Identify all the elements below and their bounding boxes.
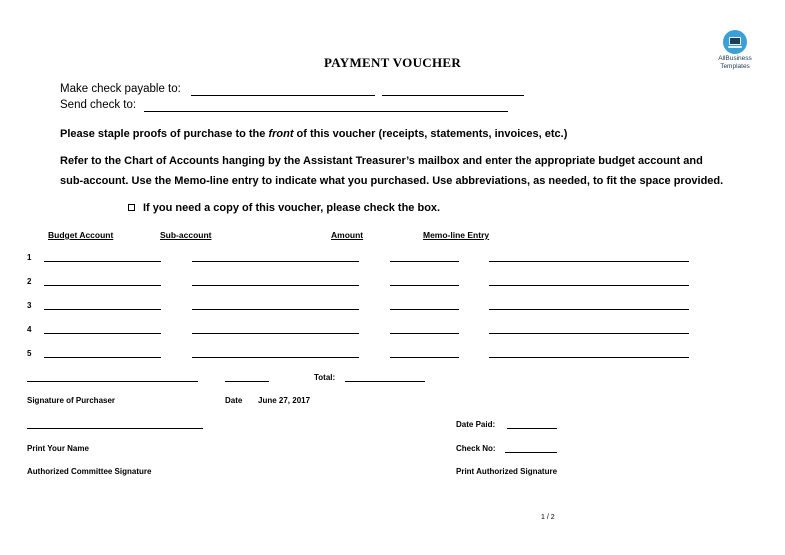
sub-account-field[interactable] [192,261,359,262]
authorized-committee-label: Authorized Committee Signature [27,467,152,476]
page-number: 1 / 2 [541,514,555,521]
copy-checkbox-label: If you need a copy of this voucher, please check the box. [143,202,441,214]
row-number: 5 [27,349,32,358]
budget-account-field[interactable] [44,285,161,286]
staple-text-post: of this voucher (receipts, statements, invoices, etc.) [293,128,568,140]
check-no-field[interactable] [505,452,557,453]
send-field[interactable] [144,111,508,112]
send-label: Send check to: [60,99,137,111]
print-authorized-label: Print Authorized Signature [456,467,558,476]
header-amount: Amount [331,230,364,240]
date-paid-label: Date Paid: [456,420,496,429]
row-number: 1 [27,253,32,262]
print-name-field[interactable] [27,428,203,429]
amount-field[interactable] [390,261,459,262]
budget-account-field[interactable] [44,357,161,358]
amount-field[interactable] [390,309,459,310]
date-label: Date [225,396,243,405]
memo-line-field[interactable] [489,357,689,358]
header-sub-account: Sub-account [160,230,212,240]
sub-account-field[interactable] [192,333,359,334]
purchaser-signature-field[interactable] [27,381,198,382]
signature-purchaser-label: Signature of Purchaser [27,396,116,405]
row-number: 4 [27,325,32,334]
sub-account-field[interactable] [192,357,359,358]
laptop-icon [723,30,747,54]
memo-line-field[interactable] [489,333,689,334]
print-name-label: Print Your Name [27,444,89,453]
sub-account-field[interactable] [192,309,359,310]
payable-label: Make check payable to: [60,83,181,95]
check-no-label: Check No: [456,444,496,453]
logo-text-line2: Templates [720,63,750,70]
date-paid-field[interactable] [507,428,557,429]
logo-text-line1: AllBusiness [718,55,752,62]
row-number: 3 [27,301,32,310]
row-number: 2 [27,277,32,286]
header-memo-line: Memo-line Entry [423,230,490,240]
memo-line-field[interactable] [489,285,689,286]
budget-account-field[interactable] [44,333,161,334]
amount-field[interactable] [390,285,459,286]
header-budget-account: Budget Account [48,230,114,240]
total-field[interactable] [345,381,425,382]
staple-instruction [60,128,567,140]
allbusiness-logo [712,30,758,70]
memo-line-field[interactable] [489,261,689,262]
staple-text-pre: Please staple proofs of purchase to the [60,128,269,140]
total-label: Total: [314,373,336,382]
sub-account-field[interactable] [192,285,359,286]
date-field[interactable] [225,381,269,382]
payable-field-1[interactable] [191,95,375,96]
memo-line-field[interactable] [489,309,689,310]
date-value: June 27, 2017 [258,396,311,405]
refer-instruction-line1: Refer to the Chart of Accounts hanging by the Assistant Treasurer’s mailbox and enter the appropriate budget account and [60,155,703,167]
page-title: PAYMENT VOUCHER [323,55,462,70]
budget-account-field[interactable] [44,261,161,262]
amount-field[interactable] [390,357,459,358]
budget-account-field[interactable] [44,309,161,310]
payable-field-2[interactable] [382,95,524,96]
copy-request [128,202,440,214]
refer-instruction-line2: sub-account. Use the Memo-line entry to indicate what you purchased. Use abbreviations, as needed, to fit the space provided. [60,175,724,187]
amount-field[interactable] [390,333,459,334]
staple-text-emphasis: front [268,128,294,140]
copy-checkbox[interactable] [128,204,135,211]
